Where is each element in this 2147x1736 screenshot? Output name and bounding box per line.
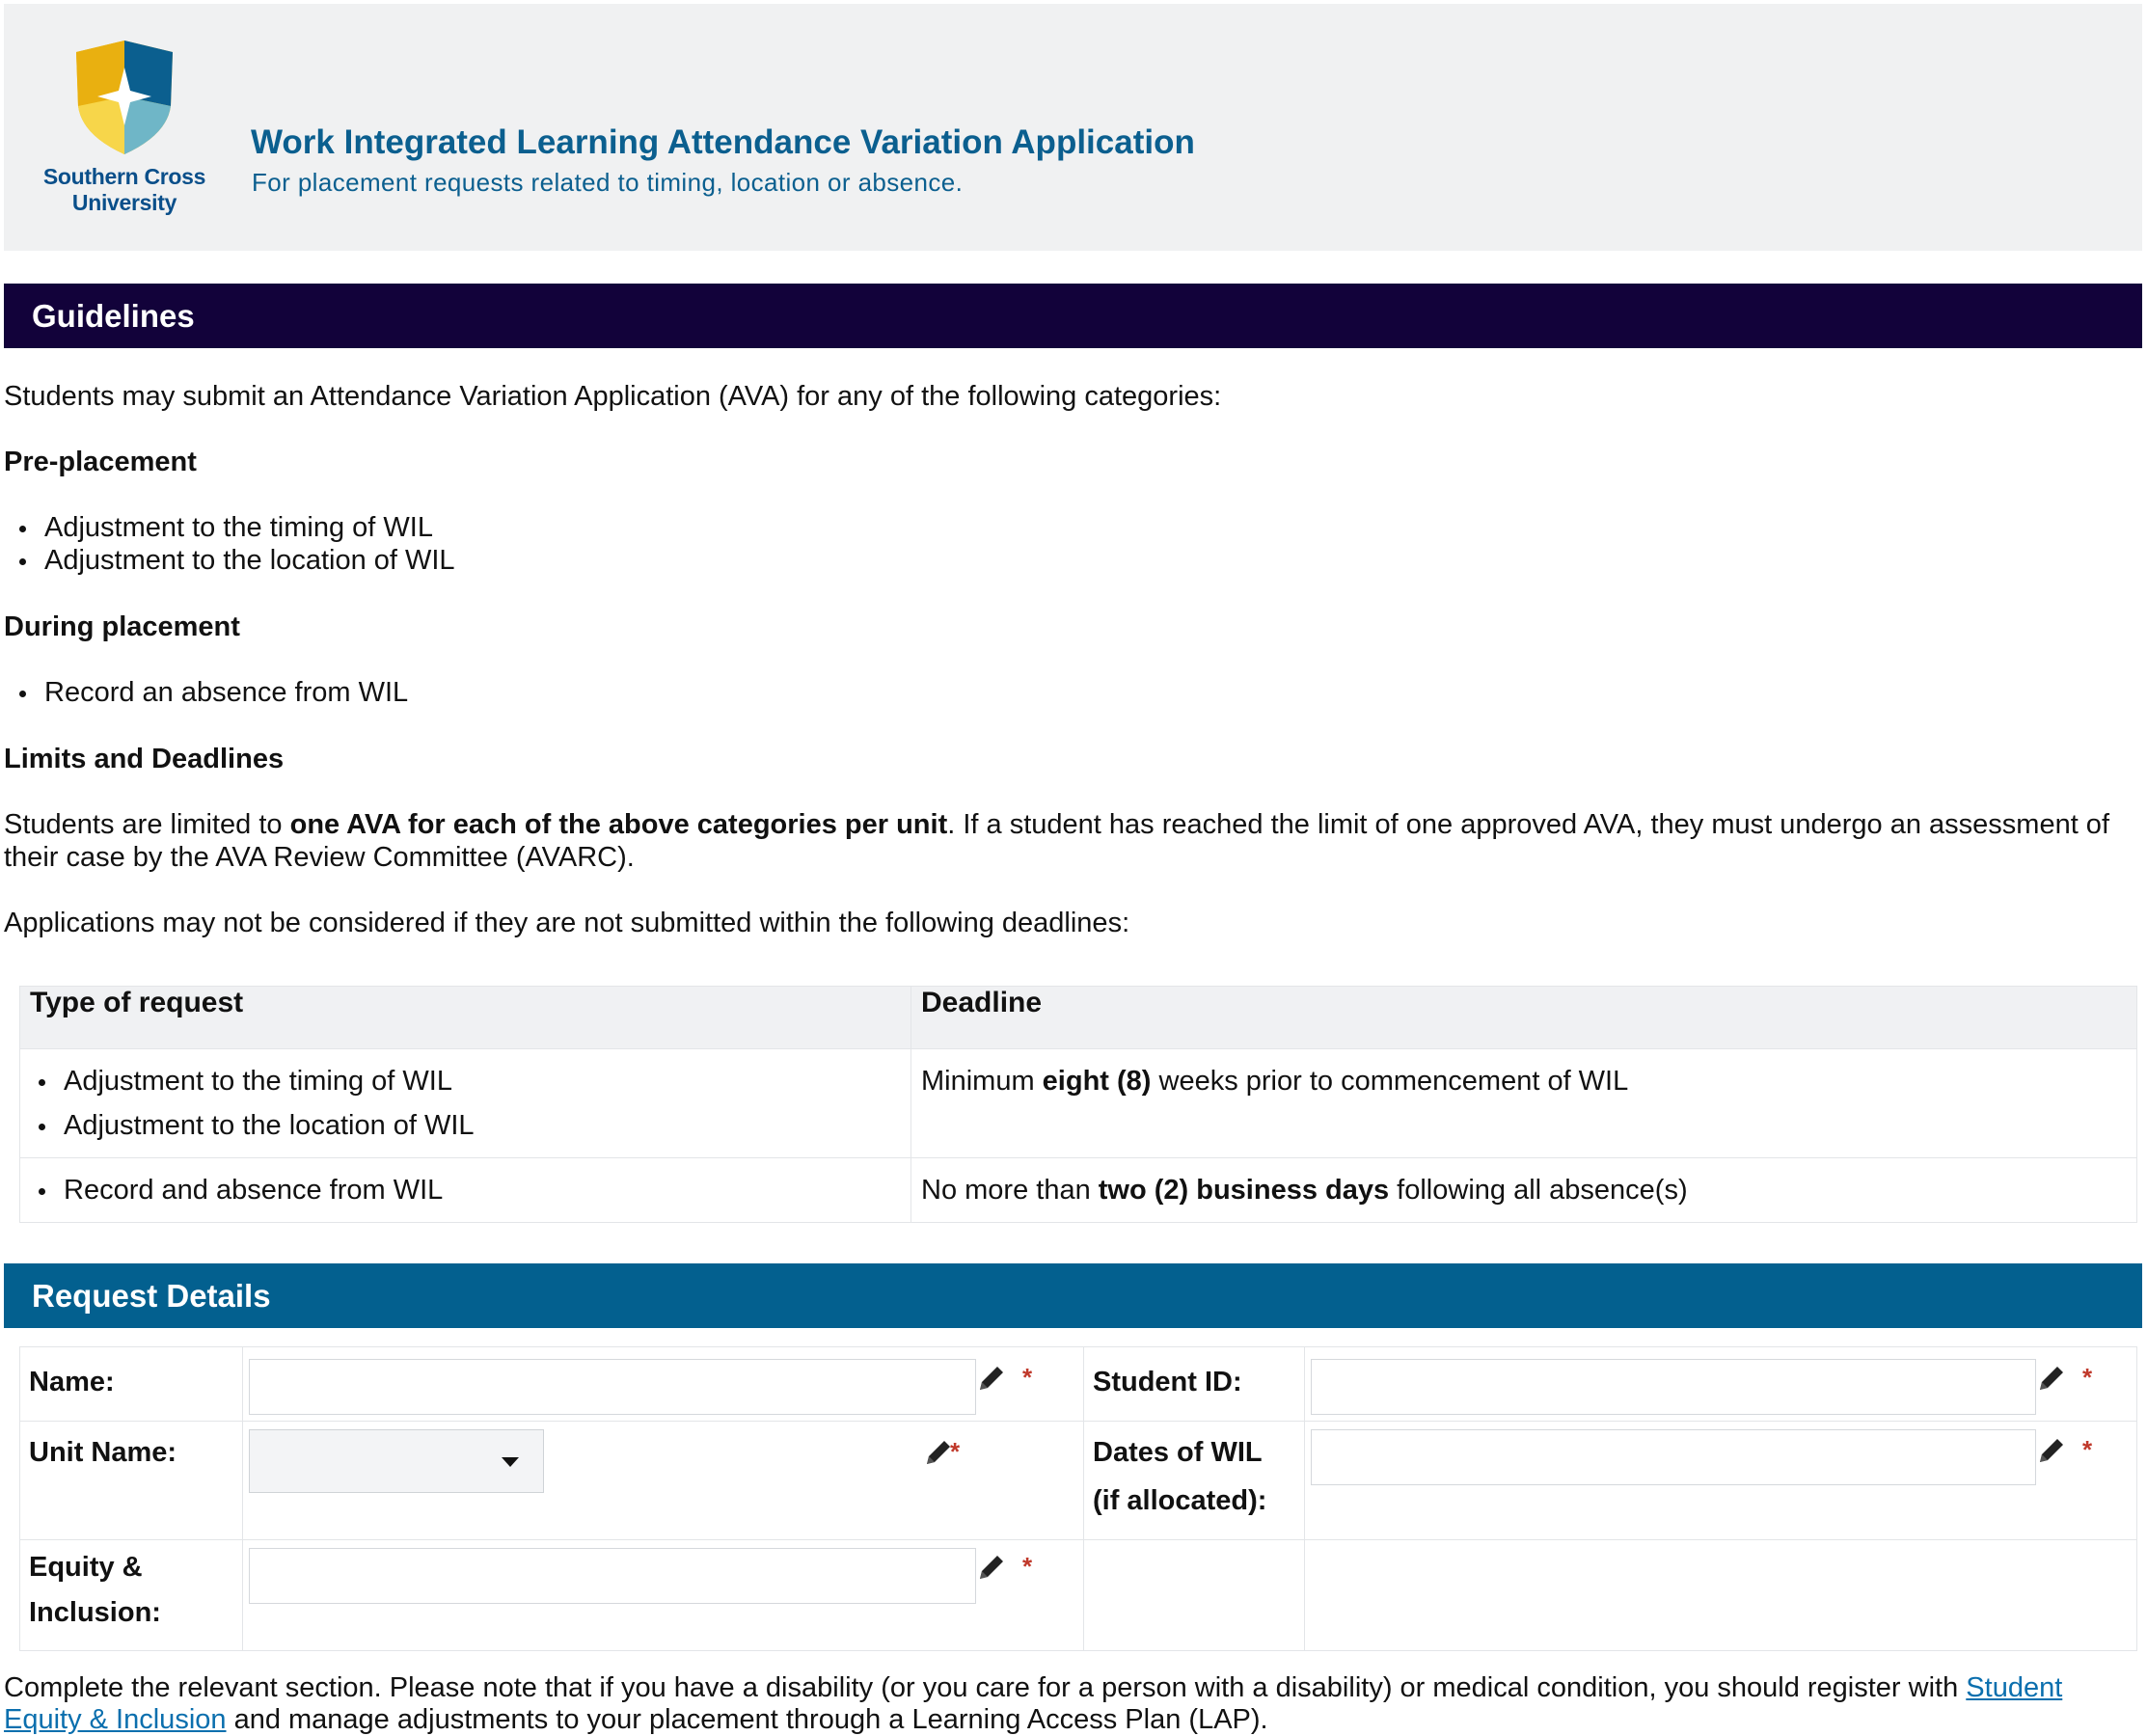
form-row [20, 1540, 2137, 1651]
form-label-cell [1084, 1347, 1305, 1422]
footer-text-b: and manage adjustments to your placement through a Learning Access Plan (LAP). [226, 1704, 1268, 1735]
unit-name-label: Unit Name: [29, 1437, 177, 1468]
page-title: Work Integrated Learning Attendance Variation Application [251, 123, 1195, 161]
university-logo [33, 39, 216, 216]
limits-text-a: Students are limited to [4, 809, 290, 840]
list-item: Record and absence from WIL [64, 1168, 901, 1212]
pencil-icon[interactable] [2036, 1435, 2067, 1466]
pre-placement-section [4, 446, 455, 577]
form-field-cell [1305, 1422, 2137, 1540]
guidelines-bar: Guidelines [4, 284, 2142, 348]
form-row [20, 1347, 2137, 1422]
form-label-cell [20, 1347, 243, 1422]
table-cell [20, 1049, 911, 1158]
required-marker: * [2082, 1435, 2093, 1464]
form-field-cell [243, 1347, 1084, 1422]
footer-text-a: Complete the relevant section. Please note that if you have a disability (or you care for a person with a disability) or medical condition, you should register with [4, 1672, 1959, 1703]
shield-logo-icon [74, 39, 175, 156]
table-row [20, 1049, 2137, 1158]
list-item: Adjustment to the timing of WIL [44, 511, 455, 544]
form-empty-cell [1305, 1540, 2137, 1651]
unit-name-select[interactable] [249, 1429, 544, 1493]
table-cell [911, 1049, 2137, 1158]
table-cell [911, 1158, 2137, 1223]
col-type-header: Type of request [20, 987, 911, 1049]
list-item: Adjustment to the timing of WIL [64, 1059, 901, 1103]
limits-text [4, 808, 2116, 874]
pencil-icon[interactable] [976, 1363, 1007, 1394]
request-type-list [30, 1168, 901, 1212]
form-footer-note [4, 1672, 2135, 1736]
col-deadline-header: Deadline [911, 987, 2137, 1049]
limits-heading: Limits and Deadlines [4, 744, 285, 774]
table-header-row [20, 987, 2137, 1049]
limits-text-b: . If a student has reached the limit of one approved AVA, they must undergo an assessment of their case by the AVA Review Committee (AVARC). [4, 809, 2109, 873]
deadline-text-a: Minimum [921, 1066, 1043, 1097]
equity-inclusion-input[interactable] [249, 1548, 976, 1604]
name-label: Name: [29, 1367, 115, 1397]
during-placement-heading: During placement [4, 611, 240, 642]
list-item: Adjustment to the location of WIL [64, 1103, 901, 1148]
guidelines-intro [4, 380, 1221, 413]
request-form [19, 1346, 2137, 1651]
required-marker: * [950, 1437, 961, 1466]
form-field-cell [1305, 1347, 2137, 1422]
deadlines-intro: Applications may not be considered if they are not submitted within the following deadlines: [4, 908, 1130, 938]
required-marker: * [1022, 1552, 1033, 1581]
during-placement-section [4, 610, 408, 709]
limits-text-bold: one AVA for each of the above categories per unit [289, 809, 948, 840]
form-field-cell [243, 1540, 1084, 1651]
pencil-icon[interactable] [2036, 1363, 2067, 1394]
limits-section [4, 743, 2116, 939]
dates-of-wil-label-line1: Dates of WIL [1093, 1437, 1263, 1468]
request-details-bar: Request Details [4, 1263, 2142, 1328]
intro-text: Students may submit an Attendance Variation Application (AVA) for any of the following categories: [4, 381, 1222, 412]
table-cell [20, 1158, 911, 1223]
form-empty-cell [1084, 1540, 1305, 1651]
pencil-icon[interactable] [976, 1552, 1007, 1583]
deadline-text-a: No more than [921, 1175, 1099, 1206]
deadline-text-bold: two (2) business days [1098, 1175, 1390, 1206]
student-id-input[interactable] [1311, 1359, 2036, 1415]
equity-inclusion-label [21, 1541, 241, 1649]
pre-placement-list [4, 511, 455, 577]
required-marker: * [2082, 1363, 2093, 1392]
deadline-text-b: weeks prior to commencement of WIL [1151, 1066, 1629, 1097]
table-row [20, 1158, 2137, 1223]
student-id-label: Student ID: [1093, 1367, 1242, 1397]
footer-text [4, 1672, 2135, 1736]
form-label-cell [1084, 1422, 1305, 1540]
list-item: Record an absence from WIL [44, 677, 409, 708]
deadline-text-bold: eight (8) [1042, 1066, 1152, 1097]
dates-of-wil-label-line2: (if allocated): [1093, 1485, 1267, 1516]
equity-label-line2: Inclusion: [29, 1597, 161, 1628]
request-type-list [30, 1059, 901, 1148]
dates-of-wil-input[interactable] [1311, 1429, 2036, 1485]
form-row [20, 1422, 2137, 1540]
page-subtitle: For placement requests related to timing, location or absence. [252, 168, 964, 197]
logo-text-line1: Southern Cross [42, 164, 206, 189]
name-input[interactable] [249, 1359, 976, 1415]
student-equity-link[interactable]: Student Equity & Inclusion [4, 1672, 2063, 1735]
required-marker: * [1022, 1363, 1033, 1392]
form-label-cell [20, 1540, 243, 1651]
logo-text-line2: University [71, 190, 177, 215]
page [4, 4, 2142, 1735]
page-header [4, 4, 2142, 251]
pre-placement-heading: Pre-placement [4, 447, 197, 477]
dates-of-wil-label [1085, 1423, 1303, 1538]
form-field-cell [243, 1422, 1084, 1540]
during-placement-list [4, 676, 408, 709]
equity-label-line1: Equity & [29, 1552, 143, 1583]
list-item: Adjustment to the location of WIL [44, 545, 455, 576]
deadlines-table [19, 986, 2137, 1223]
deadline-text-b: following all absence(s) [1389, 1175, 1688, 1206]
form-label-cell [20, 1422, 243, 1540]
